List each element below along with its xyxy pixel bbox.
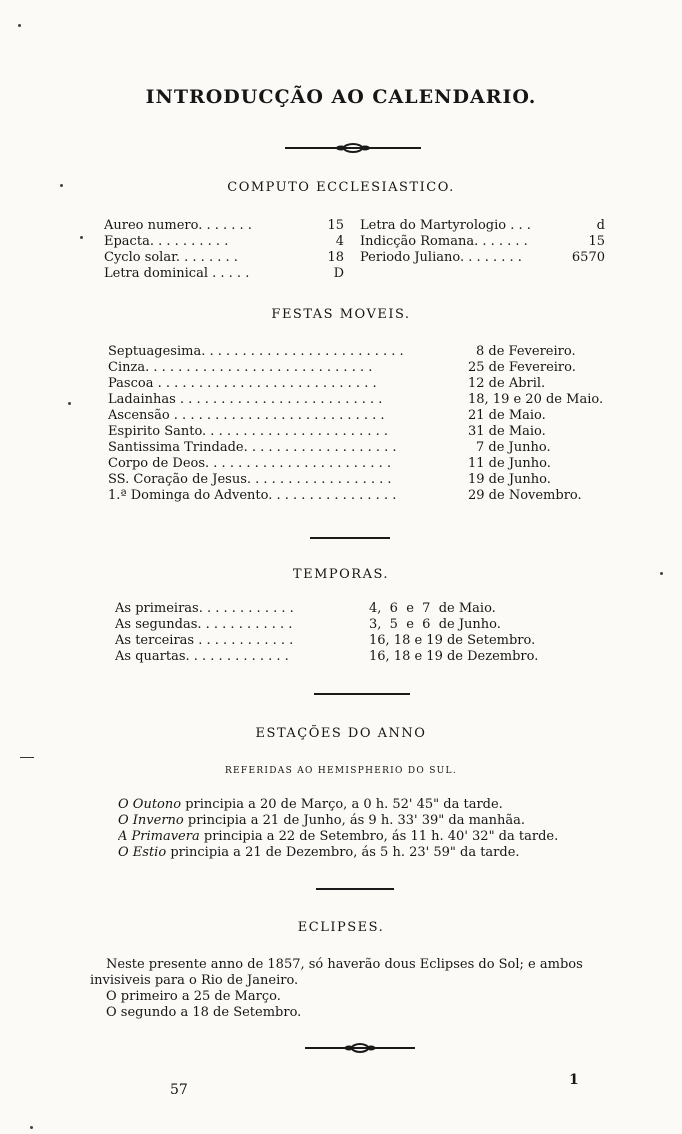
scan-speck bbox=[60, 184, 63, 187]
section-divider bbox=[310, 537, 390, 539]
temporas-heading: TEMPORAS. bbox=[292, 567, 390, 582]
festa-date: 31 de Maio. bbox=[468, 424, 546, 439]
festa-date: 21 de Maio. bbox=[468, 408, 546, 423]
season-row bbox=[118, 829, 558, 845]
footer-number-left: 57 bbox=[170, 1082, 188, 1098]
tempora-date: 16, 18 e 19 de Dezembro. bbox=[369, 649, 539, 664]
ornamental-divider bbox=[285, 142, 421, 154]
scan-speck bbox=[80, 236, 83, 239]
festa-label: Pascoa . . . . . . . . . . . . . . . . . . . . . . . . . . . bbox=[108, 376, 377, 391]
festa-label: Santissima Trindade. . . . . . . . . . . . . . . . . . . bbox=[108, 440, 397, 455]
scan-speck bbox=[68, 402, 71, 405]
season-text: principia a 22 de Setembro, ás 11 h. 40' 32" da tarde. bbox=[203, 829, 559, 844]
festa-label: Ladainhas . . . . . . . . . . . . . . . . . . . . . . . . . bbox=[108, 392, 383, 407]
festa-label: Corpo de Deos. . . . . . . . . . . . . . . . . . . . . . . bbox=[108, 456, 391, 471]
tempora-date: 3, 5 e 6 de Junho. bbox=[369, 617, 501, 632]
festa-label: Cinza. . . . . . . . . . . . . . . . . . . . . . . . . . . . bbox=[108, 360, 373, 375]
season-row bbox=[118, 845, 520, 861]
eclipses-paragraph-line: Neste presente anno de 1857, só haverão dous Eclipses do Sol; e ambos bbox=[106, 957, 583, 972]
computo-label: Letra dominical . . . . . bbox=[104, 266, 250, 281]
scan-mark bbox=[20, 757, 34, 758]
festa-label: SS. Coração de Jesus. . . . . . . . . . . . . . . . . . bbox=[108, 472, 392, 487]
page-title: INTRODUCÇÃO AO CALENDARIO. bbox=[145, 86, 537, 108]
computo-label: Letra do Martyrologio . . . bbox=[360, 218, 531, 233]
computo-value: 4 bbox=[335, 234, 344, 249]
eclipses-heading: ECLIPSES. bbox=[297, 920, 385, 935]
eclipses-paragraph-line: invisiveis para o Rio de Janeiro. bbox=[90, 973, 299, 988]
section-divider bbox=[316, 888, 394, 890]
computo-value: D bbox=[333, 266, 344, 281]
computo-value: 15 bbox=[327, 218, 344, 233]
eclipses-second: O segundo a 18 de Setembro. bbox=[106, 1005, 302, 1020]
season-text: principia a 21 de Junho, ás 9 h. 33' 39" da manhãa. bbox=[187, 813, 526, 828]
season-name: O Inverno bbox=[118, 813, 184, 828]
computo-value: 18 bbox=[327, 250, 344, 265]
festa-date: 18, 19 e 20 de Maio. bbox=[468, 392, 604, 407]
season-name: O Outono bbox=[118, 797, 182, 812]
ornamental-divider bbox=[305, 1042, 415, 1054]
festa-date: 25 de Fevereiro. bbox=[468, 360, 576, 375]
computo-value: d bbox=[596, 218, 605, 233]
computo-label: Periodo Juliano. . . . . . . . bbox=[360, 250, 522, 265]
scan-speck bbox=[660, 572, 663, 575]
section-divider bbox=[314, 693, 410, 695]
season-text: principia a 20 de Março, a 0 h. 52' 45" da tarde. bbox=[185, 797, 503, 812]
tempora-label: As primeiras. . . . . . . . . . . . bbox=[115, 601, 294, 616]
computo-value: 15 bbox=[588, 234, 605, 249]
estacoes-heading: ESTAÇÕES DO ANNO bbox=[255, 726, 427, 741]
tempora-label: As quartas. . . . . . . . . . . . . bbox=[115, 649, 289, 664]
season-row bbox=[118, 813, 525, 829]
estacoes-subheading: REFERIDAS AO HEMISPHERIO DO SUL. bbox=[224, 766, 457, 776]
season-name: A Primavera bbox=[118, 829, 200, 844]
computo-label: Aureo numero. . . . . . . bbox=[104, 218, 252, 233]
computo-right-column bbox=[360, 218, 605, 268]
eclipses-first: O primeiro a 25 de Março. bbox=[106, 989, 281, 1004]
tempora-date: 16, 18 e 19 de Setembro. bbox=[369, 633, 536, 648]
festa-date: 8 de Fevereiro. bbox=[476, 344, 576, 359]
festa-label: Ascensão . . . . . . . . . . . . . . . . . . . . . . . . . . bbox=[108, 408, 385, 423]
festa-date: 19 de Junho. bbox=[468, 472, 551, 487]
festa-date: 7 de Junho. bbox=[476, 440, 551, 455]
computo-heading: COMPUTO ECCLESIASTICO. bbox=[227, 180, 455, 195]
festa-label: 1.ª Dominga do Advento. . . . . . . . . . . . . . . . bbox=[108, 488, 397, 503]
tempora-date: 4, 6 e 7 de Maio. bbox=[369, 601, 496, 616]
signature-mark: 1 bbox=[569, 1072, 579, 1088]
computo-label: Indicção Romana. . . . . . . bbox=[360, 234, 528, 249]
season-row bbox=[118, 797, 503, 813]
festa-date: 12 de Abril. bbox=[468, 376, 546, 391]
festa-date: 29 de Novembro. bbox=[468, 488, 582, 503]
computo-value: 6570 bbox=[571, 250, 605, 265]
computo-label: Epacta. . . . . . . . . . bbox=[104, 234, 229, 249]
computo-label: Cyclo solar. . . . . . . . bbox=[104, 250, 238, 265]
festa-label: Espirito Santo. . . . . . . . . . . . . . . . . . . . . . . bbox=[108, 424, 389, 439]
tempora-label: As segundas. . . . . . . . . . . . bbox=[115, 617, 293, 632]
festa-date: 11 de Junho. bbox=[468, 456, 551, 471]
tempora-label: As terceiras . . . . . . . . . . . . bbox=[115, 633, 294, 648]
festas-heading: FESTAS MOVEIS. bbox=[271, 307, 411, 322]
computo-left-column bbox=[104, 218, 344, 284]
festa-label: Septuagesima. . . . . . . . . . . . . . . . . . . . . . . . . bbox=[108, 344, 404, 359]
estacoes-list bbox=[118, 797, 658, 863]
scan-speck bbox=[18, 24, 21, 27]
festas-list bbox=[108, 344, 628, 508]
temporas-list bbox=[115, 601, 575, 667]
season-name: O Estio bbox=[118, 845, 167, 860]
scan-speck bbox=[30, 1126, 33, 1129]
season-text: principia a 21 de Dezembro, ás 5 h. 23' 59" da tarde. bbox=[170, 845, 520, 860]
